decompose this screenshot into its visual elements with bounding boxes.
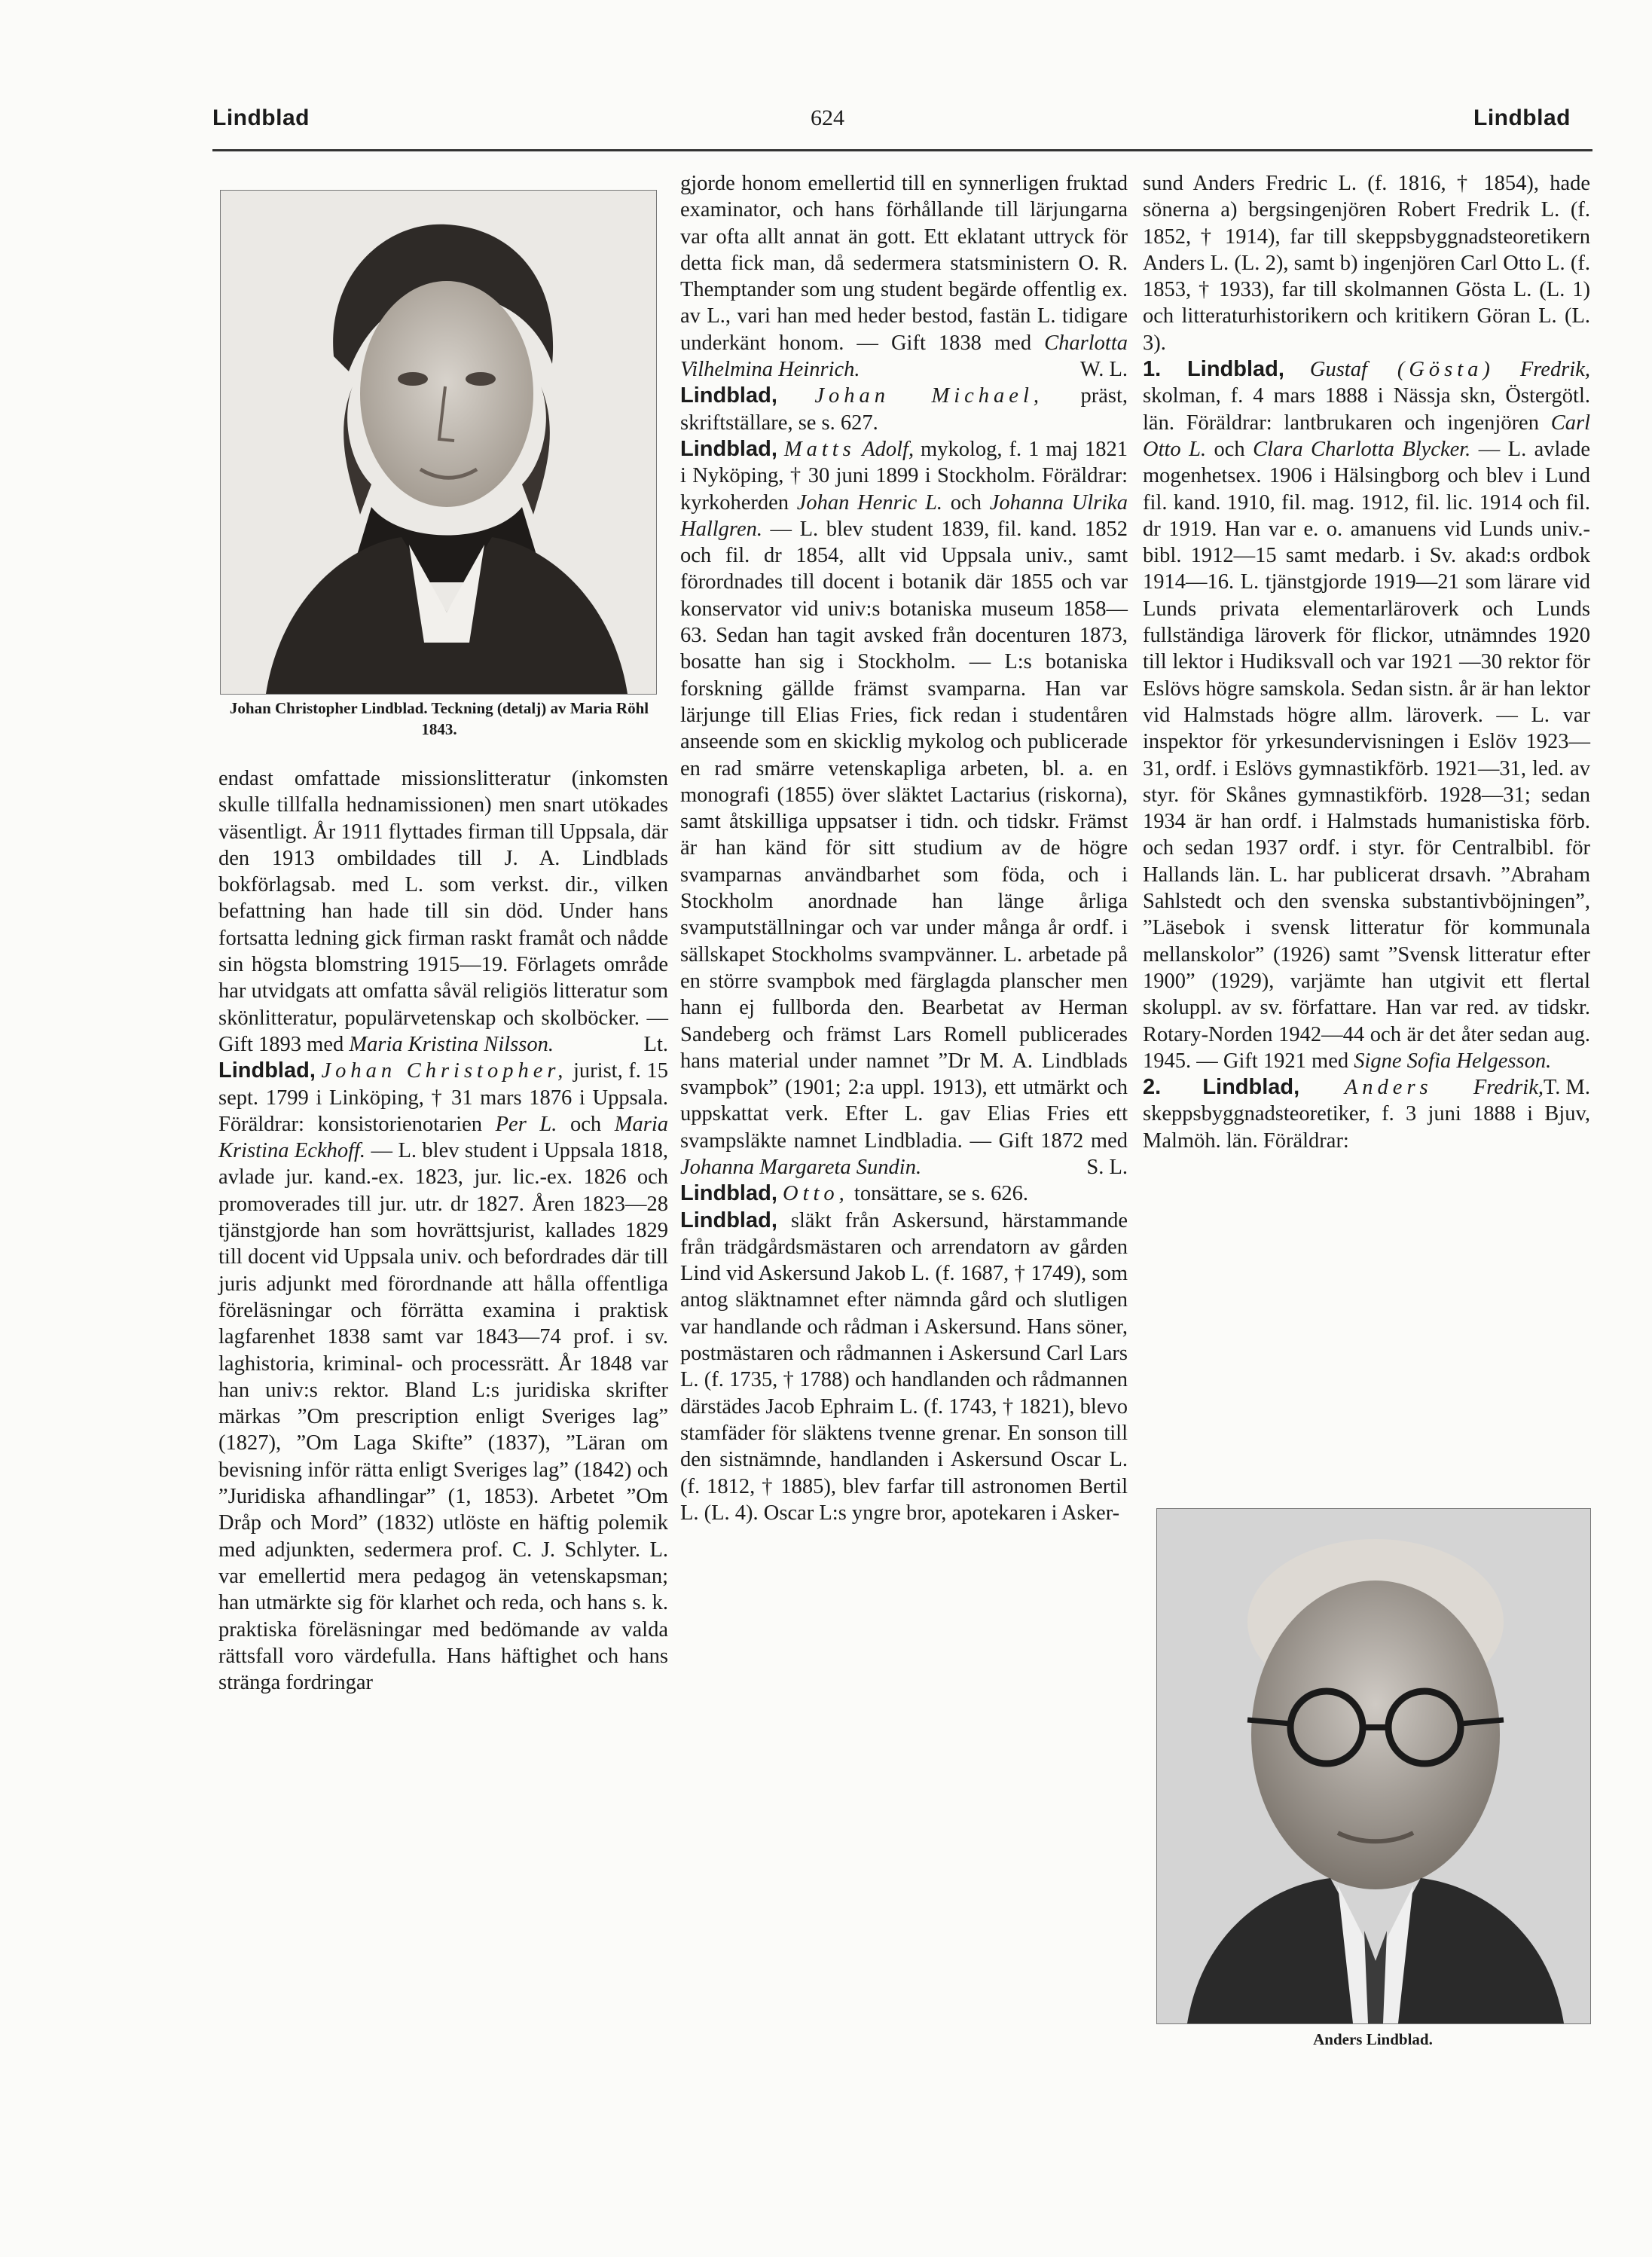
header-rule [212,149,1592,151]
portrait-anders-lindblad [1156,1508,1591,2024]
text: skeppsbyggnadsteoretiker, f. 3 juni 1888 i Bjuv, Malmöh. län. Föräldrar: [1143,1102,1590,1153]
entry-otto [680,1180,1128,1207]
entry-given-name: Fredrik, [1494,358,1590,382]
column-1 [218,765,668,1696]
text: sund Anders Fredric L. (f. 1816, † 1854), hade sönerna a) bergsingenjören Robert Fredrik L. (f. 1852, † 1914), far till skeppsbyggnadsteoretikern Anders L. (L. 2), samt b) ingenjören Carl Otto L. (f. 1853, † 1933), far till skolmannen Gösta L. (L. 1) och litteraturhistorikern och kritikern Göran L. (L. 3). [1143,172,1590,355]
entry-given-name: Otto, [783,1182,849,1206]
entry-given-name: (Gösta) [1366,358,1495,382]
text: endast omfattade missionslitteratur (inkomsten skulle tillfalla hednamissionen) men snart utökades väsentligt. År 1911 flyttades firman till Uppsala, där den 1913 ombildades till J. A. Lindblads bokförlagsab. med L. som verkst. dir., vilken befattning han hade till sin död. Under hans fortsatta ledning gick firman raskt framåt och nådde sin högsta blomstring 1915—19. Förlagets område har utvidgats att omfatta såväl religiös litteratur som skönlitteratur, populärvetenskap och skolböcker. — Gift 1893 med [218,767,668,1056]
entry-given-name: Gustaf [1284,358,1367,382]
entry-given-name: Fredrik, [1432,1076,1544,1100]
entry-headword: Lindblad, [680,1181,777,1206]
spouse-name: Johanna Margareta Sundin. [680,1155,922,1179]
author-signature: S. L. [1086,1155,1128,1179]
page-number: 624 [811,105,844,130]
column-2 [680,170,1128,1526]
author-signature: T. M. [1543,1076,1590,1100]
parent-name: Clara Charlotta Blycker. [1253,437,1471,461]
text: släkt från Askersund, härstammande från trädgårdsmästaren och arrendatorn av gården Lind vid Askersund Jakob L. (f. 1687, † 1749), som antog släktnamnet efter nämnda gård och slutligen var handlande och rådman i Askersund. Hans söner, postmästaren och rådmannen i Askersund Carl Lars L. (f. 1735, † 1788) och handlanden och rådmannen därstädes Jacob Ephraim L. (f. 1743, † 1821), blevo stamfäder för släktens tvenne grenar. En sonson till den sistnämnde, handlanden i Askersund Oscar L. (f. 1812, † 1885), blev farfar till astronomen Bertil L. (L. 4). Oscar L:s yngre bror, apotekaren i Asker- [680,1208,1128,1525]
paragraph [218,765,668,1058]
parent-name: Maria Kristina Eckhoff. [218,1112,668,1163]
running-head-right: Lindblad [1473,105,1571,130]
text: — L. avlade mogenhetsex. 1906 i Hälsingborg och blev i Lund fil. kand. 1910, fil. mag. 1912, fil. lic. 1914 och fil. dr 1919. Han var e. o. amanuens vid Lunds univ.-bibl. 1912—15 samt medarb. i Sv. akad:s ordbok 1914—16. L. tjänstgjorde 1919—21 som lärare vid Lunds privata elementarläroverk och Lunds fullständiga läroverk för flickor, utnämndes 1920 till lektor i Hudiksvall och var 1921 —30 rektor för Eslövs högre samskola. Sedan sistn. år är han lektor vid Halmstads högre allm. läroverk. — L. var inspektor för yrkesundervisningen i Eslöv 1923—31, ordf. i Eslövs gymnastikförb. 1921—31, led. av styr. för Skånes gymnastikförb. 1928—31; sedan 1934 är han ordf. i Halmstads humanistiska förb. och sedan 1937 ordf. i styr. för Centralbibl. för Hallands län. L. har publicerat drsavh. ”Abraham Sahlstedt och den svenska substantivböjningen”, ”Läsebok i svensk litteratur för kommunala mellanskolor” (1926) samt ”Svensk litteratur efter 1900” (1929), varjämte han utgivit ett flertal skoluppl. av sv. författare. Han var red. av tidskr. Rotary-Norden 1942—44 och är det åter sedan aug. 1945. — Gift 1921 med [1143,437,1590,1073]
text: gjorde honom emellertid till en synnerligen fruktad examinator, och hans förhållande till lärjungarna var ofta allt annat än gott. Ett eklatant uttryck för detta fick man, då sedermera statsministern O. R. Themptander som ung student begärde offentlig ex. av L., vari han med heder bestod, fastän L. tidigare underkänt honom. — Gift 1838 med [680,172,1128,355]
parent-name: Per L. [495,1112,557,1136]
entry-johan-christopher [218,1058,668,1696]
author-signature: W. L. [1079,358,1128,382]
entry-headword: Lindblad, [680,436,777,461]
entry-given-name: Matts [783,437,856,461]
entry-family [680,1208,1128,1527]
parent-name: Carl Otto L. [1143,411,1590,461]
spouse-name: Signe Sofia Helgesson. [1354,1049,1552,1073]
text: — L. blev student i Uppsala 1818, avlade jur. kand.-ex. 1823, jur. lic.-ex. 1826 och promoverades till jur. utr. dr 1827. Åren 1823—28 tjänstgjorde han som hovrättsjurist, kallades 1829 till docent vid Uppsala univ. och befordrades där till juris adjunkt med förordnande att hålla offentliga föreläsningar och förrätta examina i praktisk lagfarenhet 1838 samt var 1843—74 prof. i sv. laghistoria, kriminal- och processrätt. År 1848 var han univ:s rektor. Bland L:s juridiska skrifter märkas ”Om prescription enligt Sveriges lag” (1827), ”Om Laga Skifte” (1837), ”Läran om bevisning inför rätta enligt Sveriges lag” (1842) och ”Juridiska afhandlingar” (1, 1853). Arbetet ”Om Dråp och Mord” (1832) utlöste en häftig polemik med adjunkten, sedermera prof. C. J. Schlyter. L. var emellertid mera pedagog än vetenskapsman; han utmärkte sig för klarhet och reda, och hans s. k. praktiska föreläsningar med bedömande av valda rättsfall voro värdefulla. Hans häftighet och hans stränga fordringar [218,1139,668,1695]
spouse-name: Charlotta Vilhelmina Heinrich. [680,331,1128,382]
spouse-name: Maria Kristina Nilsson. [349,1032,554,1056]
entry-headword: Lindblad, [680,1208,777,1232]
entry-headword: Lindblad, [218,1058,316,1083]
running-head-left: Lindblad [212,105,310,130]
text: och [942,490,990,515]
entry-given-name: Anders [1299,1076,1433,1100]
portrait-2-caption: Anders Lindblad. [1313,2030,1433,2048]
author-signature: Lt. [643,1032,668,1056]
text: präst, skriftställare, se s. 627. [680,384,1128,435]
portrait-drawing-icon [221,191,656,694]
entry-given-name: Adolf, [855,437,915,461]
entry-anders [1143,1074,1590,1154]
entry-johan-michael [680,383,1128,436]
text: tonsättare, se s. 626. [848,1182,1029,1206]
text: och [557,1112,615,1136]
paragraph [680,170,1128,383]
parent-name: Johan Henric L. [796,490,943,515]
entry-given-name: Johan Michael, [814,384,1043,408]
paragraph [1143,170,1590,356]
entry-matts-adolf [680,436,1128,1180]
text: — L. blev student 1839, fil. kand. 1852 och fil. dr 1854, allt vid Uppsala univ., samt förordnades till docent i botanik där 1855 och var konservator vid univ:s botaniska museum 1858—63. Sedan han tagit avsked från docenturen 1873, bosatte han sig i Stockholm. — L:s botaniska forskning gällde främst svamparna. Han var lärjunge till Elias Fries, fick redan i studentåren anseende som en skicklig mykolog och publicerade en rad smärre vetenskapliga arbeten, bl. a. en monografi (1855) över släktet Lactarius (riskorna), samt åtskilliga uppsatser i tidn. och tidskr. Främst är han känd för sitt studium av de högre svamparnas användbarhet som föda, och i Stockholm anordnade han länge årliga svamputställningar och var under många år ordf. i sällskapet Stockholms svampvänner. L. arbetade på en större svampbok med färglagda planscher men hann ej fullborda den. Bearbetat av Herman Sandeberg och främst Lars Romell publicerades hans material under namnet ”Dr M. A. Lindblads svampbok” (1901; 2:a uppl. 1913), ett utmärkt och uppskattat verk. Efter L. gav Elias Fries ett svampsläkte namnet Lindbladia. — Gift 1872 med [680,517,1128,1153]
parent-name: Johanna Ulrika Hallgren. [680,490,1128,541]
text: skolman, f. 4 mars 1888 i Nässja skn, Östergötl. län. Föräldrar: lantbrukaren och ingenjören [1143,384,1590,435]
text: mykolog, f. 1 maj 1821 i Nyköping, † 30 juni 1899 i Stockholm. Föräldrar: kyrkoherden [680,437,1128,515]
text: jurist, f. 15 sept. 1799 i Linköping, † 31 mars 1876 i Uppsala. Föräldrar: konsistorienotarien [218,1059,669,1136]
entry-headword: 1. Lindblad, [1143,357,1284,382]
entry-headword: Lindblad, [680,383,777,408]
text: och [1206,437,1254,461]
entry-headword: 2. Lindblad, [1143,1075,1300,1100]
portrait-photo-icon [1157,1509,1590,2023]
portrait-johan-christopher-lindblad [220,190,657,695]
column-3 [1143,170,1590,1154]
portrait-1-caption: Johan Christopher Lindblad. Teckning (detalj) av Maria Röhl 1843. [229,699,649,738]
entry-given-name: Johan Christopher, [321,1059,568,1083]
